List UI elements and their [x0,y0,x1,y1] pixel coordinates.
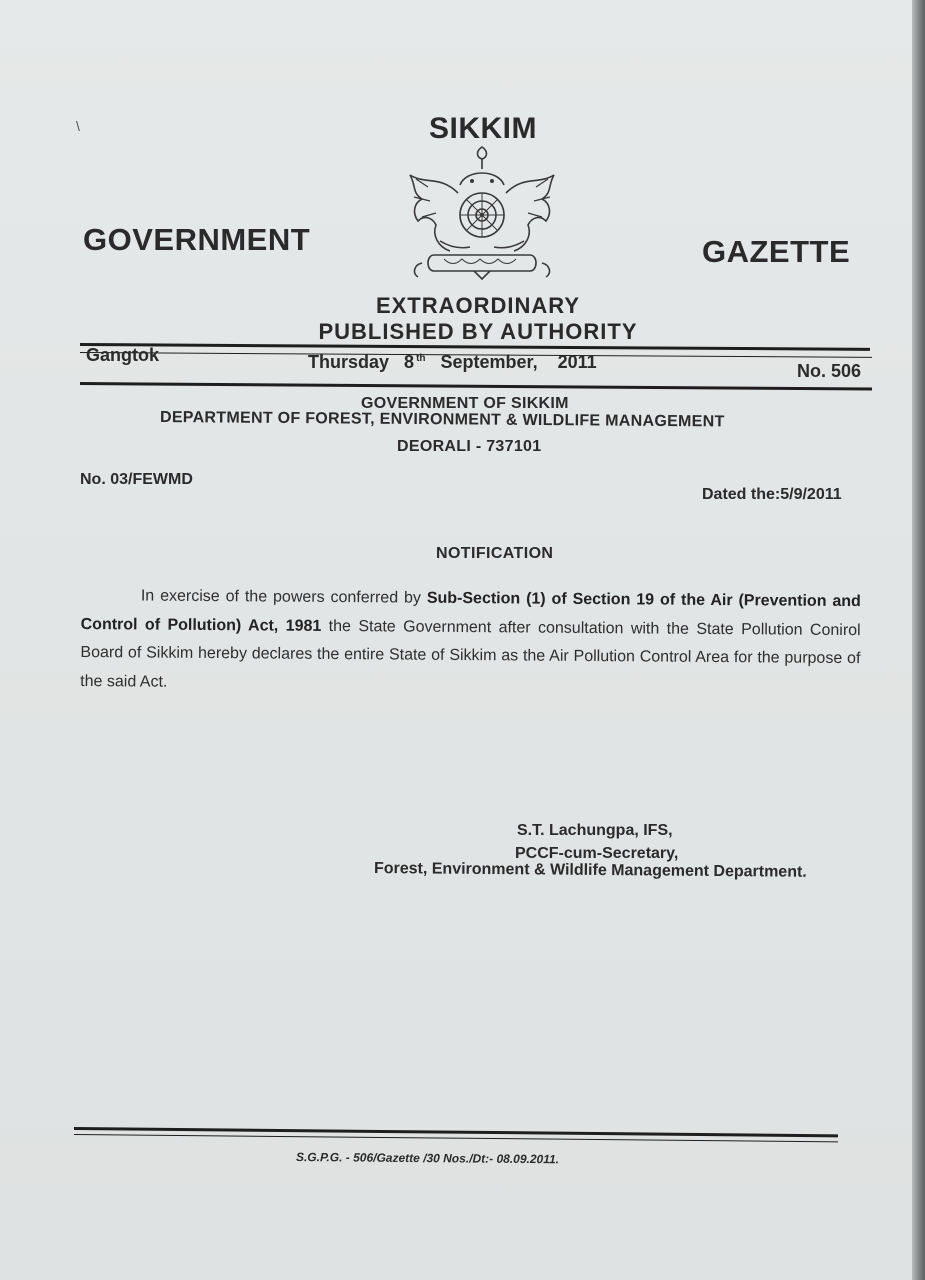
authority-label: PUBLISHED BY AUTHORITY [318,319,638,344]
issue-year: 2011 [557,352,597,372]
issue-day: 8 th [404,352,426,372]
margin-mark: \ [76,118,80,134]
department-government: GOVERNMENT OF SIKKIM [361,395,569,412]
printer-line: S.G.P.G. - 506/Gazette /30 Nos./Dt:- 08.09.2011. [295,1150,560,1167]
masthead-gazette: GAZETTE [702,234,851,269]
department-name: DEPARTMENT OF FOREST, ENVIRONMENT & WILDLIFE MANAGEMENT [159,409,725,431]
masthead-rule-bottom [80,382,872,391]
masthead-state: SIKKIM [429,112,537,145]
signatory-name: S.T. Lachungpa, IFS, [517,822,673,839]
edition-label: EXTRAORDINARY [375,293,581,318]
issue-place: Gangtok [86,345,160,365]
signatory-designation: PCCF-cum-Secretary, [515,845,679,862]
issue-month: September, [440,352,538,372]
reference-date: Dated the:5/9/2011 [702,486,842,503]
issue-number: No. 506 [797,361,862,381]
department-address: DEORALI - 737101 [397,438,542,455]
state-emblem-icon [400,145,565,280]
notification-title: NOTIFICATION [436,545,554,562]
issue-date [308,352,597,373]
notification-body: In exercise of the powers conferred by Sub-Section (1) of Section 19 of the Air (Prevention and Control of Pollution) Act, 1981 the State Government after consultation with the State Pollution Conirol Board of Sikkim hereby declares the entire State of Sikkim as the Air Pollution Control Area for the purpose of the said Act. [80,587,861,691]
reference-number: No. 03/FEWMD [80,471,193,488]
masthead-government: GOVERNMENT [83,222,311,257]
issue-weekday: Thursday [308,352,390,372]
page-edge-shadow [912,0,925,1280]
signatory-department: Forest, Environment & Wildlife Management Department. [373,860,807,881]
